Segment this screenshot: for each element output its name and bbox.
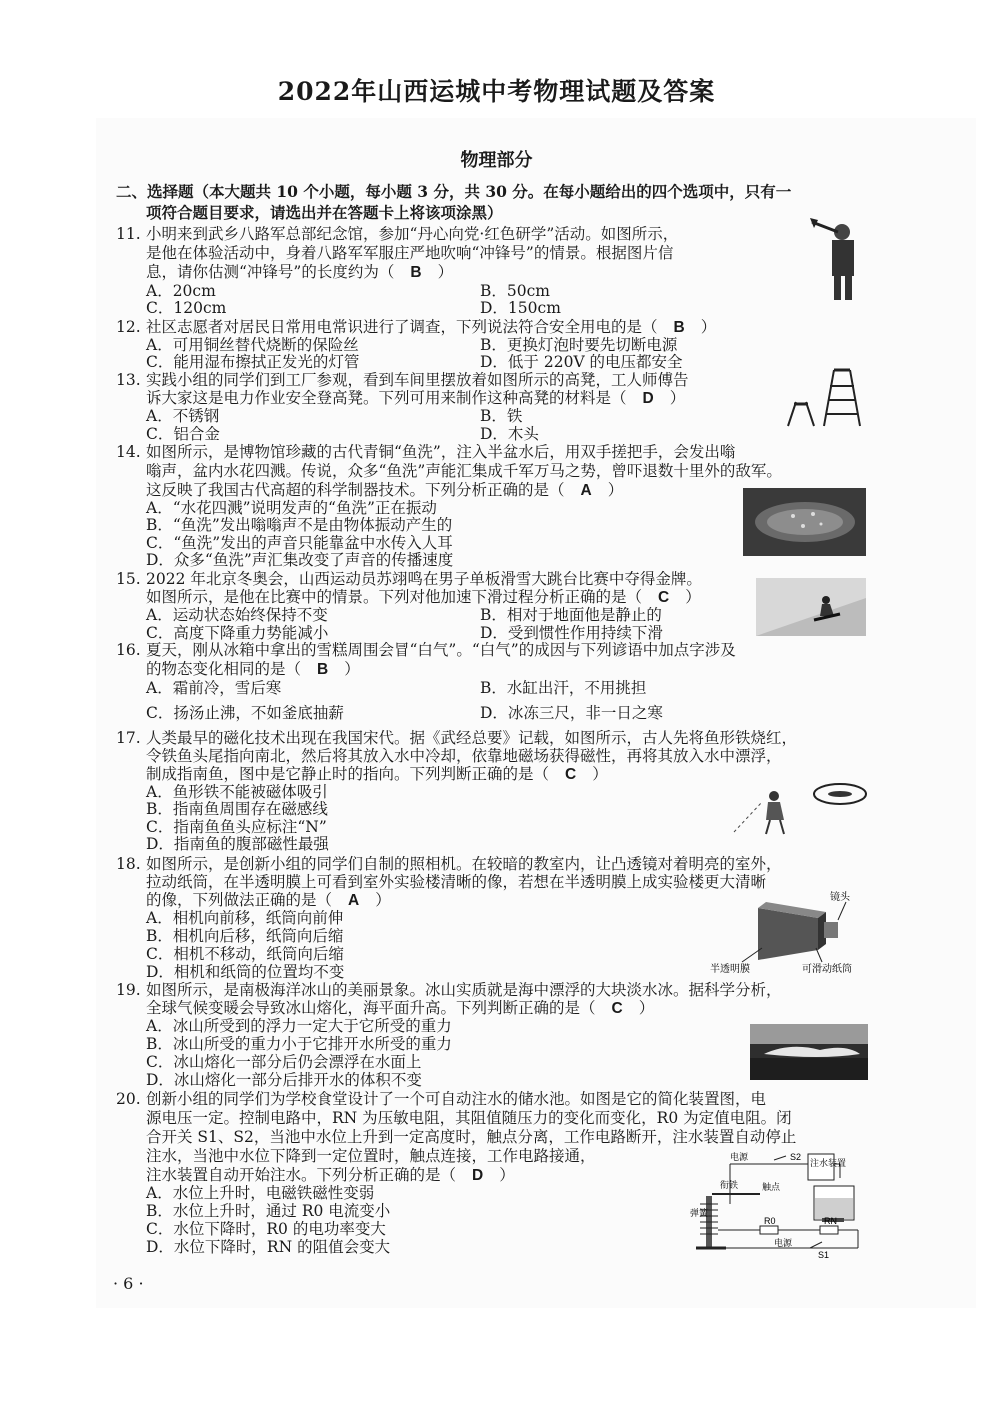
q20-option-a: A．水位上升时，电磁铁磁性变弱: [146, 1184, 375, 1202]
q15-option-a: A．运动状态始终保持不变: [146, 606, 328, 624]
q18-line-1: 如图所示，是创新小组的同学们自制的照相机。在较暗的教室内，让凸透镜对着明亮的室外，: [146, 855, 782, 873]
q19-line-2: 全球气候变暖会导致冰山熔化，海平面升高。下列判断正确的是（ C ）: [146, 999, 655, 1017]
q15-line-1: 2022 年北京冬奥会，山西运动员苏翊鸣在男子单板滑雪大跳台比赛中夺得金牌。: [146, 570, 702, 588]
camera-lens-label: 镜头: [830, 892, 850, 903]
q16-answer: B: [317, 661, 329, 678]
q20-line-2: 源电压一定。控制电路中，RN 为压敏电阻，其阻值随压力的变化而变化，R0 为定值电阻。闭: [146, 1109, 792, 1127]
circuit-rn-label: RN: [824, 1216, 837, 1226]
page-number: · 6 ·: [113, 1274, 144, 1293]
q14-line-1: 如图所示，是博物馆珍藏的古代青铜“鱼洗”，注入半盆水后，用双手搓把手，会发出嗡: [146, 443, 736, 461]
q14-option-a: A．“水花四溅”说明发声的“鱼洗”正在振动: [146, 499, 437, 517]
q16-line-2: 的物态变化相同的是（ B ）: [146, 660, 360, 678]
q17-line-2: 令铁鱼头尾指向南北，然后将其放入水中冷却，依靠地磁场获得磁性，再将其放入水中漂浮，: [146, 747, 782, 765]
q19-number: 19.: [116, 981, 141, 999]
q11-option-c: C．120cm: [146, 299, 227, 317]
q18-number: 18.: [116, 855, 141, 873]
q20-number: 20.: [116, 1090, 141, 1108]
q12-option-c: C．能用湿布擦拭正发光的灯管: [146, 353, 360, 371]
q18-line-2: 拉动纸筒，在半透明膜上可看到室外实验楼清晰的像，若想在半透明膜上成实验楼更大清晰: [146, 873, 767, 891]
q15-option-c: C．高度下降重力势能减小: [146, 624, 329, 642]
q14-answer: A: [580, 482, 592, 499]
q16-option-b: B．水缸出汗，不用挑担: [480, 679, 647, 697]
q11-line-1: 小明来到武乡八路军总部纪念馆，参加“丹心向党·红色研学”活动。如图所示，: [146, 225, 679, 243]
q15-number: 15.: [116, 570, 141, 588]
q17-line-1: 人类最早的磁化技术出现在我国宋代。据《武经总要》记载，如图所示，古人先将鱼形铁烧红，: [146, 729, 798, 747]
q14-option-d: D．众多“鱼洗”声汇集改变了声音的传播速度: [146, 551, 454, 569]
q19-option-c: C．冰山熔化一部分后仍会漂浮在水面上: [146, 1053, 422, 1071]
q19-option-d: D．冰山熔化一部分后排开水的体积不变: [146, 1071, 422, 1089]
q20-option-d: D．水位下降时，RN 的阻值会变大: [146, 1238, 391, 1256]
snowboard-photo: [756, 578, 866, 636]
bugler-figure: [808, 218, 870, 302]
q17-option-c: C．指南鱼鱼头应标注“N”: [146, 818, 327, 836]
circuit-s2-label: S2: [790, 1152, 802, 1162]
q20-answer: D: [472, 1167, 484, 1184]
q11-line-3: 息，请你估测“冲锋号”的长度约为（ B ）: [146, 263, 454, 281]
camera-tube-label: 可滑动纸筒: [802, 964, 852, 975]
q12-option-a: A．可用铜丝替代烧断的保险丝: [146, 336, 359, 354]
circuit-source-top-label: 电源: [730, 1152, 749, 1162]
q18-line-3: 的像，下列做法正确的是（ A ）: [146, 891, 391, 909]
q11-answer: B: [410, 264, 422, 281]
q12-number: 12.: [116, 318, 141, 336]
q16-number: 16.: [116, 641, 141, 659]
q11-option-d: D．150cm: [480, 299, 561, 317]
section-title: 物理部分: [460, 150, 533, 171]
q19-option-b: B．冰山所受的重力小于它排开水所受的重力: [146, 1035, 452, 1053]
ladder-stool-figure: [784, 368, 864, 428]
q17-line-3: 制成指南鱼，图中是它静止时的指向。下列判断正确的是（ C ）: [146, 765, 608, 783]
q18-option-b: B．相机向后移，纸筒向后缩: [146, 927, 344, 945]
q12-line-1: 社区志愿者对居民日常用电常识进行了调查，下列说法符合安全用电的是（ B ）: [146, 318, 717, 336]
instruction-line-1: 二、选择题（本大题共 10 个小题，每小题 3 分，共 30 分。在每小题给出的四个选项中，只有一: [116, 182, 792, 201]
circuit-armature-label: 衔铁: [720, 1180, 739, 1190]
instruction-line-2: 项符合题目要求，请选出并在答题卡上将该项涂黑）: [146, 203, 503, 222]
south-pointing-fish-figure: [728, 772, 870, 838]
q12-answer: B: [673, 319, 685, 336]
q18-option-c: C．相机不移动，纸筒向后缩: [146, 945, 344, 963]
circuit-r0-label: R0: [764, 1216, 776, 1226]
q13-answer: D: [642, 390, 654, 407]
q15-option-b: B．相对于地面他是静止的: [480, 606, 662, 624]
q16-option-a: A．霜前冷，雪后寒: [146, 679, 282, 697]
q14-number: 14.: [116, 443, 141, 461]
q13-option-b: B．铁: [480, 407, 523, 425]
q12-option-d: D．低于 220V 的电压都安全: [480, 353, 683, 371]
q16-option-c: C．扬汤止沸，不如釜底抽薪: [146, 704, 344, 722]
camera-film-label: 半透明膜: [710, 964, 750, 975]
q20-option-c: C．水位下降时，R0 的电功率变大: [146, 1220, 386, 1238]
q11-option-b: B．50cm: [480, 282, 550, 300]
q20-line-4: 注水，当池中水位下降到一定位置时，触点连接，工作电路接通，: [146, 1147, 596, 1165]
q17-answer: C: [565, 766, 577, 783]
pinhole-camera-figure: [706, 888, 870, 976]
q17-option-b: B．指南鱼周围存在磁感线: [146, 800, 328, 818]
q13-option-c: C．铝合金: [146, 425, 220, 443]
q12-option-b: B．更换灯泡时要先切断电源: [480, 336, 678, 354]
q18-option-d: D．相机和纸筒的位置均不变: [146, 963, 345, 981]
q19-option-a: A．冰山所受到的浮力一定大于它所受的重力: [146, 1017, 452, 1035]
q15-line-2: 如图所示，是他在比赛中的情景。下列对他加速下滑过程分析正确的是（ C ）: [146, 588, 701, 606]
circuit-injector-label: 注水装置: [810, 1158, 847, 1168]
q18-option-a: A．相机向前移，纸筒向前伸: [146, 909, 344, 927]
q15-option-d: D．受到惯性作用持续下滑: [480, 624, 663, 642]
q20-line-5: 注水装置自动开始注水。下列分析正确的是（ D ）: [146, 1166, 515, 1184]
q20-line-1: 创新小组的同学们为学校食堂设计了一个可自动注水的储水池。如图是它的简化装置图，电: [146, 1090, 767, 1108]
q11-option-a: A．20cm: [146, 282, 216, 300]
q20-line-3: 合开关 S1、S2，当池中水位上升到一定高度时，触点分离，工作电路断开，注水装置自动停止: [146, 1128, 797, 1146]
q14-option-b: B．“鱼洗”发出嗡嗡声不是由物体振动产生的: [146, 516, 453, 534]
q20-option-b: B．水位上升时，通过 R0 电流变小: [146, 1202, 391, 1220]
circuit-source-bottom-label: 电源: [774, 1238, 793, 1248]
q16-option-d: D．冰冻三尺，非一日之寒: [480, 704, 663, 722]
q16-line-1: 夏天，刚从冰箱中拿出的雪糕周围会冒“白气”。“白气”的成因与下列谚语中加点字涉及: [146, 641, 736, 659]
q13-number: 13.: [116, 371, 141, 389]
q15-answer: C: [658, 589, 670, 606]
q13-option-a: A．不锈钢: [146, 407, 220, 425]
circuit-contact-label: 触点: [762, 1182, 781, 1192]
q13-line-2: 诉大家这是电力作业安全登高凳。下列可用来制作这种高凳的材料是（ D ）: [146, 389, 686, 407]
iceberg-photo: [750, 1024, 868, 1080]
circuit-s1-label: S1: [818, 1250, 830, 1260]
q19-line-1: 如图所示，是南极海洋冰山的美丽景象。冰山实质就是海中漂浮的大块淡水冰。据科学分析，: [146, 981, 782, 999]
q14-line-3: 这反映了我国古代高超的科学制器技术。下列分析正确的是（ A ）: [146, 481, 624, 499]
q17-number: 17.: [116, 729, 141, 747]
q11-number: 11.: [116, 225, 141, 243]
q17-option-a: A．鱼形铁不能被磁体吸引: [146, 783, 328, 801]
q11-line-2: 是他在体验活动中，身着八路军军服庄严地吹响“冲锋号”的情景。根据图片信: [146, 244, 674, 262]
q14-line-2: 嗡声，盆内水花四溅。传说，众多“鱼洗”声能汇集成千军万马之势，曾吓退数十里外的敌军。: [146, 462, 782, 480]
q13-option-d: D．木头: [480, 425, 539, 443]
fish-basin-photo: [743, 488, 866, 556]
q13-line-1: 实践小组的同学们到工厂参观，看到车间里摆放着如图所示的高凳，工人师傅告: [146, 371, 689, 389]
q14-option-c: C．“鱼洗”发出的声音只能靠盆中水传入人耳: [146, 534, 453, 552]
q18-answer: A: [348, 892, 360, 909]
q19-answer: C: [611, 1000, 623, 1017]
document-title: 2022年山西运城中考物理试题及答案: [277, 77, 716, 106]
q17-option-d: D．指南鱼的腹部磁性最强: [146, 835, 329, 853]
auto-water-circuit-diagram: [690, 1152, 868, 1260]
circuit-spring-label: 弹簧: [690, 1208, 709, 1218]
